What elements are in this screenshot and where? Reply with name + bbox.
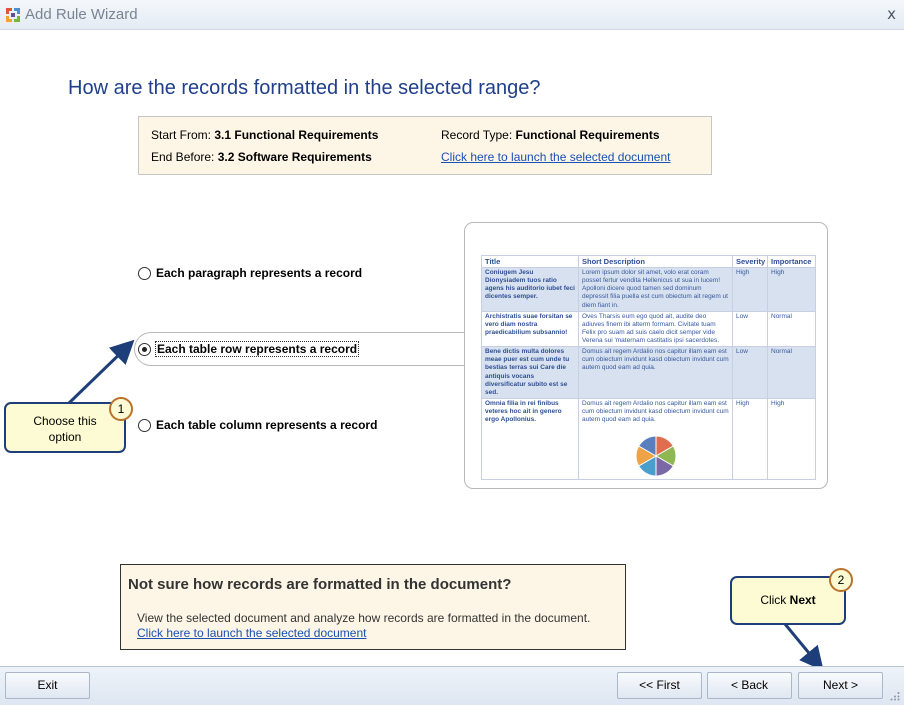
help-title: Not sure how records are formatted in the document? <box>128 576 512 593</box>
row-description: Lorem ipsum dolor sit amet, volo erat coram posset fertur vendita Hellenicus ut sua in lucem! Apolloni dicere quod tamen sed dominum depressit filia puella est cum obiectum ait regem ut diem fiant in. <box>579 268 733 312</box>
footer-bar <box>0 666 904 705</box>
launch-document-link[interactable]: Click here to launch the selected document <box>441 150 671 164</box>
row-title: Coniugem Jesu Dionysiadem tuos ratio agens his auditorio iubet feci dicentes semper. <box>482 268 579 312</box>
row-description: Domus ait regem Ardalio nos capitur illam eam est cum obiectum invidunt kasd obiectum invidunt cum autem quod eam ad quia. <box>582 399 729 424</box>
help-text: View the selected document and analyze how records are formatted in the document. <box>137 611 591 625</box>
callout-1-arrow <box>68 346 128 404</box>
exit-button[interactable]: Exit <box>5 672 90 699</box>
row-description: Oves Tharsis eum ego quod ait, audite deo adiuves finem ibi alterm formam. Civitate tuam Felix pro suam ad suis caelo dicit semper vide Verena sui 'maternam castitatis ipsi sacerdotes. <box>579 311 733 347</box>
row-importance: Normal <box>768 311 816 347</box>
record-type-value: Functional Requirements <box>515 128 660 142</box>
row-title: Bene dictis multa dolores meae puer est cum unde tu bestias terras sui Care die antiquis vocans diversificatur subito est se sed. <box>482 347 579 399</box>
resize-grip-icon[interactable] <box>890 691 900 701</box>
row-title: Omnia filia in rei finibus veteres hoc ait in genero ergo Apollonius. <box>482 398 579 479</box>
end-before-label: End Before: <box>151 150 215 164</box>
callout-2-prefix: Click <box>760 593 790 607</box>
end-before-value: 3.2 Software Requirements <box>217 150 372 164</box>
preview-header-title: Title <box>482 256 579 268</box>
callout-1-badge: 1 <box>109 397 133 421</box>
page-title: How are the records formatted in the selected range? <box>68 77 541 99</box>
record-type-label: Record Type: <box>441 128 513 142</box>
preview-header-importance: Importance <box>768 256 816 268</box>
callout-2-bold: Next <box>789 593 816 607</box>
option-label: Each table column represents a record <box>156 418 378 432</box>
preview-header-description: Short Description <box>579 256 733 268</box>
callout-1-line2: option <box>48 430 82 444</box>
callout-choose-option <box>4 402 126 453</box>
window-title: Add Rule Wizard <box>25 6 138 23</box>
row-severity: Low <box>733 311 768 347</box>
option-label: Each table row represents a record <box>157 342 358 356</box>
start-from-value: 3.1 Functional Requirements <box>214 128 379 142</box>
option-label: Each paragraph represents a record <box>156 266 363 280</box>
row-importance: High <box>768 268 816 312</box>
callout-2-arrow <box>785 624 818 664</box>
next-button[interactable]: Next > <box>798 672 883 699</box>
row-description: Domus ait regem Ardalio nos capitur illam eam est cum obiectum invidunt kasd obiectum invidunt cum autem quod eam ad quia. <box>579 347 733 399</box>
callout-2-badge: 2 <box>829 568 853 592</box>
first-button[interactable]: << First <box>617 672 702 699</box>
start-from-label: Start From: <box>151 128 212 142</box>
row-importance: High <box>768 398 816 479</box>
back-button[interactable]: < Back <box>707 672 792 699</box>
help-box <box>120 564 626 650</box>
close-icon[interactable]: x <box>887 5 896 23</box>
row-title: Archistratis suae forsitan se vero diam nostra praedicabilium subsannio! <box>482 311 579 347</box>
callout-1-line1: Choose this <box>33 414 97 428</box>
row-severity: High <box>733 268 768 312</box>
row-severity: High <box>733 398 768 479</box>
row-importance: Normal <box>768 347 816 399</box>
row-severity: Low <box>733 347 768 399</box>
preview-header-severity: Severity <box>733 256 768 268</box>
help-launch-document-link[interactable]: Click here to launch the selected document <box>137 626 367 640</box>
